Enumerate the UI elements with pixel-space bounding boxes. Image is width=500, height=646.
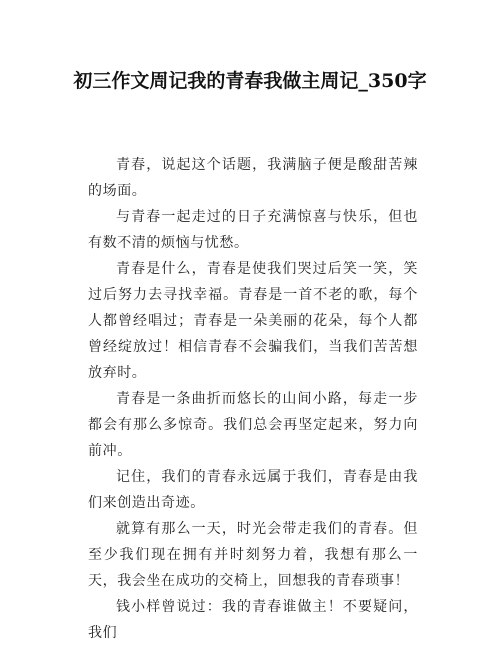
document-body xyxy=(88,152,418,646)
paragraph: 与青春一起走过的日子充满惊喜与快乐，但也有数不清的烦恼与忧愁。 xyxy=(88,209,418,251)
paragraph: 青春是一条曲折而悠长的山间小路，每走一步都会有那么多惊奇。我们总会再坚定起来，努力向前冲。 xyxy=(88,391,418,459)
paragraph: 钱小样曾说过：我的青春谁做主！不要疑问，我们 xyxy=(88,599,418,641)
paragraph: 青春，说起这个话题，我满脑子便是酸甜苦辣的场面。 xyxy=(88,157,418,199)
document-title: 初三作文周记我的青春我做主周记_350字 xyxy=(73,70,427,92)
paragraph: 青春是什么，青春是使我们哭过后笑一笑，笑过后努力去寻找幸福。青春是一首不老的歌，每个人都曾经唱过；青春是一朵美丽的花朵，每个人都曾经绽放过！相信青春不会骗我们，当我们苦苦想放弃时。 xyxy=(88,261,418,381)
paragraph: 就算有那么一天，时光会带走我们的青春。但至少我们现在拥有并时刻努力着，我想有那么一天，我会坐在成功的交椅上，回想我的青春琐事！ xyxy=(88,521,418,589)
paragraph: 记住，我们的青春永远属于我们，青春是由我们来创造出奇迹。 xyxy=(88,469,418,511)
